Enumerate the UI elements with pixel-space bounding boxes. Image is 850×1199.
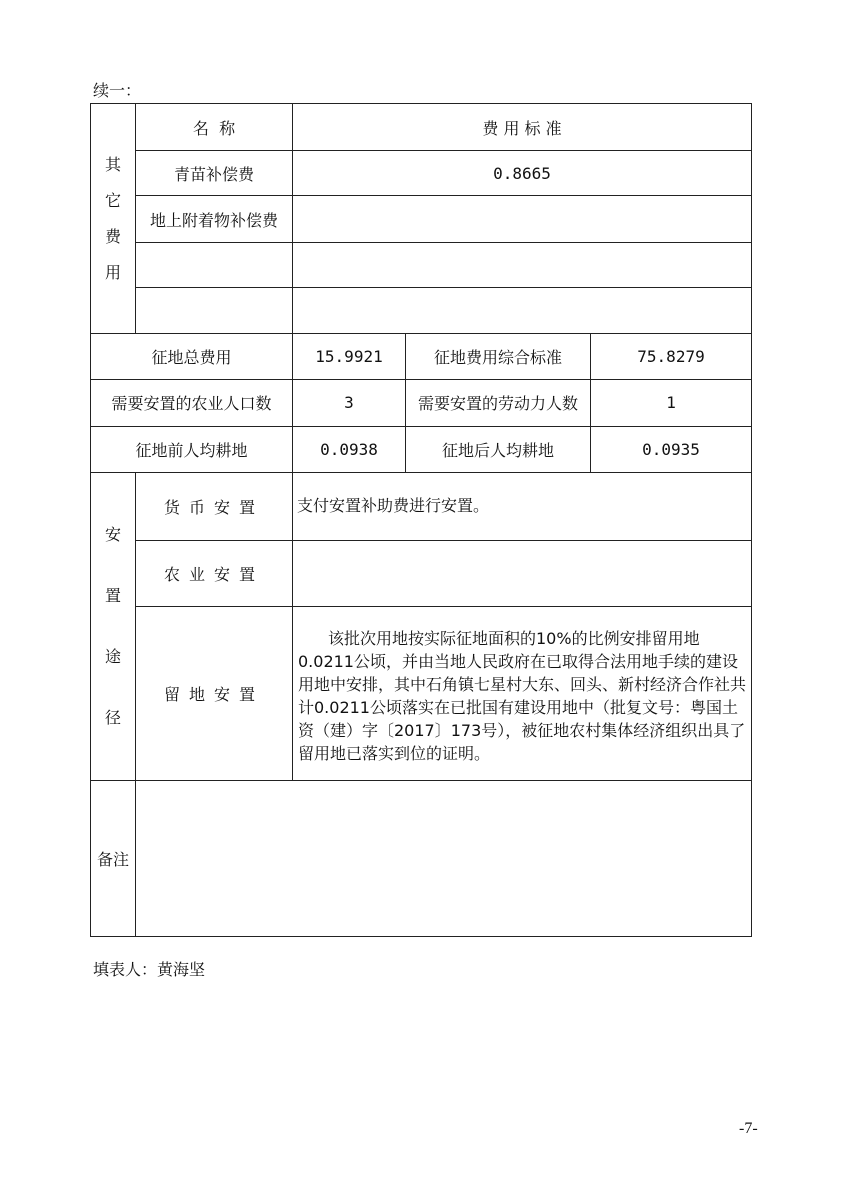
resettlement-reserved-row [91,607,752,781]
resettlement-agricultural-row [91,541,752,607]
labor-count-label: 需要安置的劳动力人数 [406,380,591,426]
title-char: 途 [104,646,121,666]
other-fees-header-row [91,104,752,151]
remarks-label: 备注 [91,781,136,937]
composite-standard-value: 75.8279 [591,334,752,380]
agricultural-resettlement-label: 农业安置 [136,541,293,607]
fee-name-cell [136,287,293,333]
farmland-before-label: 征地前人均耕地 [91,426,293,472]
resettlement-monetary-row [91,472,752,540]
column-header-standard [293,104,752,151]
fee-value-cell [293,242,752,287]
column-header-name [136,104,293,151]
fee-value-cell [293,287,752,333]
monetary-resettlement-value: 支付安置补助费进行安置。 [293,472,752,540]
farmland-after-label: 征地后人均耕地 [406,426,591,472]
fee-value-cell [293,196,752,242]
composite-standard-label: 征地费用综合标准 [406,334,591,380]
fee-value-cell: 0.8665 [293,151,752,196]
fee-row [91,242,752,287]
total-fee-label: 征地总费用 [91,334,293,380]
column-header-standard-text: 费 用 标 准 [482,118,562,138]
agricultural-resettlement-value [293,541,752,607]
reserved-land-value: 该批次用地按实际征地面积的10%的比例安排留用地0.0211公顷，并由当地人民政府在已取得合法用地手续的建设用地中安排，其中石角镇七星村大东、回头、新村经济合作社共计0.0211公顷落实在已批国有建设用地中（批复文号：粤国土资（建）字〔2017〕173号），被征地农村集体经济组织出具了留用地已落实到位的证明。 [298,629,747,764]
fee-name-cell [136,242,293,287]
summary-row-total [91,334,752,380]
farmland-after-value: 0.0935 [591,426,752,472]
column-header-name-text: 名 称 [192,118,236,138]
fee-row [91,287,752,333]
title-char: 其 [104,154,121,174]
title-char: 径 [104,707,121,727]
remarks-row [91,781,752,937]
summary-row-farmland [91,426,752,472]
other-fees-section-title [91,104,136,334]
title-char: 安 [104,524,121,544]
agri-population-label: 需要安置的农业人口数 [91,380,293,426]
resettlement-section-title [91,472,136,780]
land-acquisition-form-table [90,103,752,937]
reserved-land-value-cell [293,607,752,781]
remarks-value [136,781,752,937]
total-fee-value: 15.9921 [293,334,406,380]
continuation-label: 续一： [93,81,142,100]
fee-name-cell: 青苗补偿费 [136,151,293,196]
title-char: 置 [104,585,121,605]
fee-row [91,196,752,242]
labor-count-value: 1 [591,380,752,426]
summary-row-population [91,380,752,426]
fee-row [91,151,752,196]
fee-name-cell: 地上附着物补偿费 [136,196,293,242]
monetary-resettlement-label: 货币安置 [136,472,293,540]
farmland-before-value: 0.0938 [293,426,406,472]
page-number: -7- [739,1120,758,1137]
reserved-land-label: 留地安置 [136,607,293,781]
agri-population-value: 3 [293,380,406,426]
title-char: 费 [104,226,121,246]
filled-by-label: 填表人：黄海坚 [93,960,206,979]
title-char: 它 [104,190,121,210]
title-char: 用 [104,262,121,282]
